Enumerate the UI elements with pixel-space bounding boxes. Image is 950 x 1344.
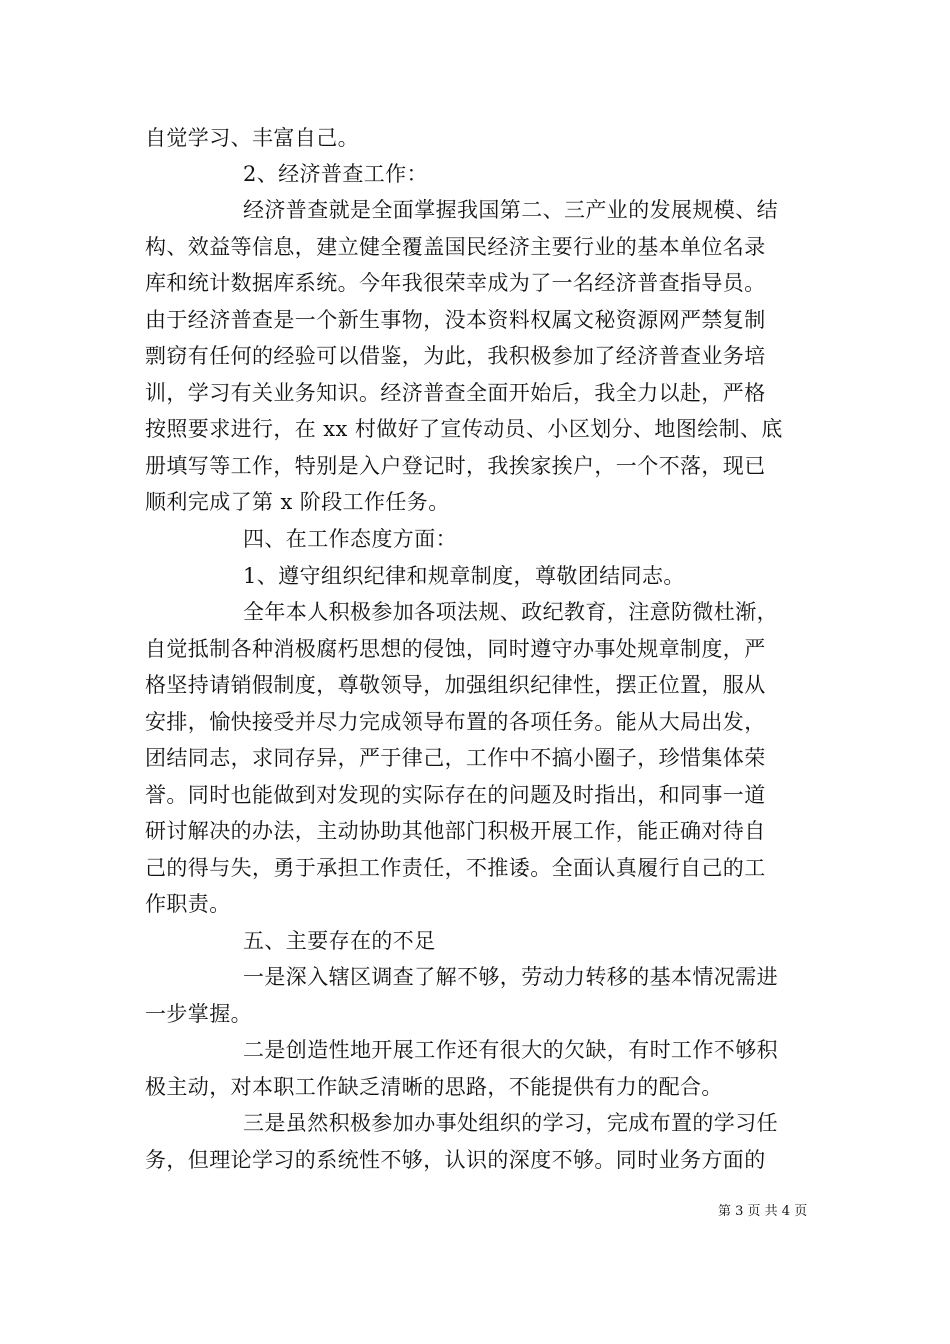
- text-line: 己的得与失，勇于承担工作责任，不推诿。全面认真履行自己的工: [145, 856, 766, 880]
- paragraph-first-line: 三是虽然积极参加办事处组织的学习，完成布置的学习任: [243, 1111, 778, 1135]
- text-line: 自觉抵制各种消极腐朽思想的侵蚀，同时遵守办事处规章制度，严: [145, 637, 766, 661]
- paragraph-first-line: 二是创造性地开展工作还有很大的欠缺，有时工作不够积: [243, 1038, 778, 1062]
- text-line: 库和统计数据库系统。今年我很荣幸成为了一名经济普查指导员。: [145, 271, 766, 295]
- text-line: 极主动，对本职工作缺乏清晰的思路，不能提供有力的配合。: [145, 1075, 723, 1099]
- text-line: 按照要求进行，在 xx 村做好了宣传动员、小区划分、地图绘制、底: [145, 417, 783, 441]
- section-heading: 五、主要存在的不足: [243, 929, 436, 953]
- text-line: 务，但理论学习的系统性不够，认识的深度不够。同时业务方面的: [145, 1148, 766, 1172]
- text-line: 自觉学习、丰富自己。: [145, 126, 359, 150]
- text-line: 誉。同时也能做到对发现的实际存在的问题及时指出，和同事一道: [145, 783, 766, 807]
- paragraph-first-line: 全年本人积极参加各项法规、政纪教育，注意防微杜渐，: [243, 600, 778, 624]
- text-line: 研讨解决的办法，主动协助其他部门积极开展工作，能正确对待自: [145, 819, 766, 843]
- page-number-footer: 第 3 页 共 4 页: [718, 1204, 808, 1219]
- text-line: 格坚持请销假制度，尊敬领导，加强组织纪律性，摆正位置，服从: [145, 673, 766, 697]
- text-line: 作职责。: [145, 892, 231, 916]
- text-line: 安排，愉快接受并尽力完成领导布置的各项任务。能从大局出发，: [145, 710, 766, 734]
- text-line: 构、效益等信息，建立健全覆盖国民经济主要行业的基本单位名录: [145, 235, 766, 259]
- text-line: 剽窃有任何的经验可以借鉴，为此，我积极参加了经济普查业务培: [145, 344, 766, 368]
- subsection-heading: 1、遵守组织纪律和规章制度，尊敬团结同志。: [243, 564, 685, 588]
- paragraph-first-line: 经济普查就是全面掌握我国第二、三产业的发展规模、结: [243, 198, 778, 222]
- section-heading: 2、经济普查工作：: [243, 162, 428, 186]
- text-line: 顺利完成了第 x 阶段工作任务。: [145, 490, 450, 514]
- section-heading: 四、在工作态度方面：: [243, 527, 457, 551]
- text-line: 一步掌握。: [145, 1002, 252, 1026]
- text-line: 由于经济普查是一个新生事物，没本资料权属文秘资源网严禁复制: [145, 308, 766, 332]
- text-line: 册填写等工作，特别是入户登记时，我挨家挨户，一个不落，现已: [145, 454, 766, 478]
- text-line: 训，学习有关业务知识。经济普查全面开始后，我全力以赴，严格: [145, 381, 766, 405]
- text-line: 团结同志，求同存异，严于律己，工作中不搞小圈子，珍惜集体荣: [145, 746, 766, 770]
- paragraph-first-line: 一是深入辖区调查了解不够，劳动力转移的基本情况需进: [243, 965, 778, 989]
